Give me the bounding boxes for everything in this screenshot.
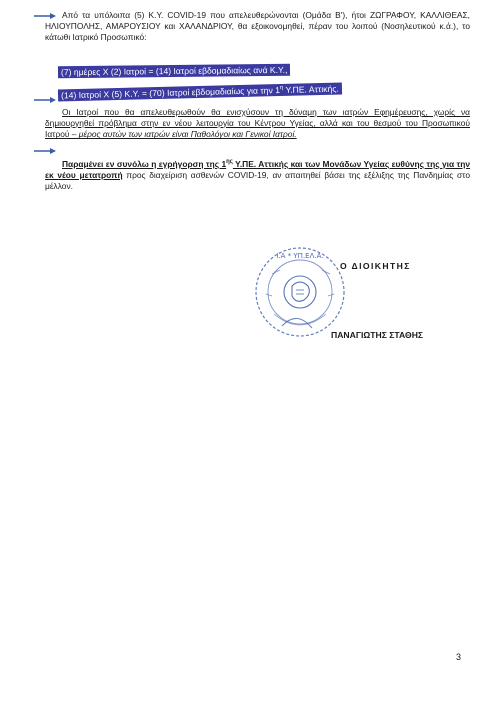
official-stamp [252,244,348,340]
highlight-total-sup: η [279,85,284,92]
paragraph-vigilance-sup: ης [226,159,233,166]
arrow-icon [34,147,56,155]
stamp-text: Ι.Α * ΥΠ.ΕΛ.Α. [276,252,324,260]
paragraph-covid-centers [45,10,470,44]
paragraph-doctors-release-part2: μέρος αυτών των ιατρών είναι Παθολόγοι και Γενικοί Ιατροί. [78,129,297,140]
page-number: 3 [456,652,462,662]
arrow-icon [34,96,56,104]
highlight-doctors-total [58,83,342,102]
signatory-title: Ο ΔΙΟΙΚΗΤΗΣ [340,261,411,271]
paragraph-doctors-release [45,107,470,141]
paragraph-vigilance [45,159,470,193]
paragraph-doctors-release-part1: Οι Ιατροί που θα απελευθερωθούν θα ενισχύσουν τη δύναμη των ιατρών Εφημέρευσης, χωρίς να δημιουργηθεί πρόβλημα στην εν νέου λειτουργία του Κέντρου Υγείας, αλλά και του θεσμού του Προσωπικού Ιατρού – [45,107,470,140]
highlight-doctors-per-center [58,64,291,78]
paragraph-vigilance-part3: προς διαχείριση ασθενών COVID-19, αν απαιτηθεί βάσει της εξέλιξης της Πανδημίας στο μέλλον. [45,170,470,192]
highlight-total-post: Υ.ΠΕ. Αττικής. [283,83,339,95]
signatory-name: ΠΑΝΑΓΙΩΤΗΣ ΣΤΑΘΗΣ [331,330,424,340]
paragraph-vigilance-part1: Παραμένει εν συνόλω η εγρήγορση της 1 [62,159,227,169]
highlight-doctors-per-center-text: (7) ημέρες Χ (2) Ιατροί = (14) Ιατροί εβδομαδιαίως ανά Κ.Υ., [60,64,288,78]
paragraph-vigilance-part2: Υ.ΠΕ. Αττικής και των Μονάδων Υγείας ευθύνης της για την εκ νέου μετατροπή [45,159,470,181]
highlight-total-pre: (14) Ιατροί Χ (5) Κ.Υ. = (70) Ιατροί εβδομαδιαίως για την 1 [60,85,281,101]
paragraph-covid-centers-text: Από τα υπόλοιπα (5) Κ.Υ. COVID-19 που απελευθερώνονται (Ομάδα Β'), ήτοι ΖΩΓΡΑΦΟΥ, ΚΑΛΛΙΘΕΑΣ, ΗΛΙΟΥΠΟΛΗΣ, ΑΜΑΡΟΥΣΙΟΥ και ΧΑΛΑΝΔΡΙΟΥ, θα εξοικονομηθεί, πέραν του λοιπού (Νοσηλευτικού κ.ά.), το κάτωθι Ιατρικό Προσωπικό: [45,10,470,43]
